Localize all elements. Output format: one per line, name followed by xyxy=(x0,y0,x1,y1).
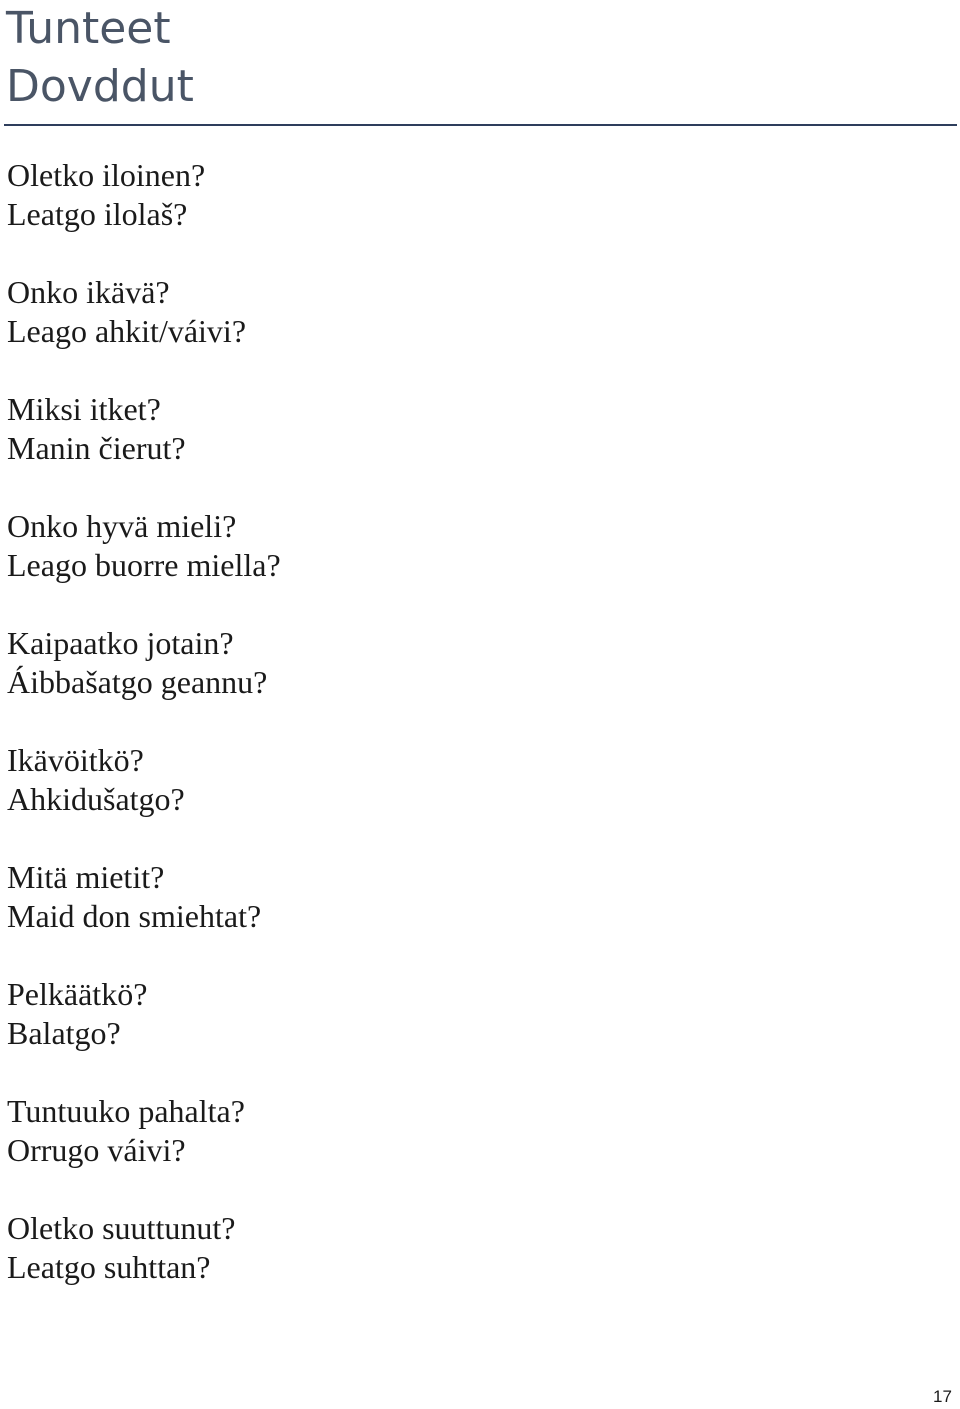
phrase-finnish: Mitä mietit? xyxy=(7,859,165,895)
phrase-sami: Leatgo ilolaš? xyxy=(7,196,188,232)
phrase-finnish: Onko hyvä mieli? xyxy=(7,508,237,544)
page-number: 17 xyxy=(933,1387,952,1406)
phrase-sami: Leatgo suhttan? xyxy=(7,1249,211,1285)
phrase-pair xyxy=(7,741,281,819)
phrase-sami: Balatgo? xyxy=(7,1015,121,1051)
phrase-pair xyxy=(7,156,281,234)
phrase-pair xyxy=(7,1209,281,1287)
phrase-finnish: Oletko suuttunut? xyxy=(7,1210,236,1246)
phrase-sami: Orrugo váivi? xyxy=(7,1132,186,1168)
phrase-pair xyxy=(7,390,281,468)
heading-finnish: Tunteet xyxy=(6,3,171,54)
phrase-finnish: Kaipaatko jotain? xyxy=(7,625,234,661)
phrase-pair xyxy=(7,858,281,936)
phrase-sami: Ahkidušatgo? xyxy=(7,781,185,817)
phrase-pair xyxy=(7,1092,281,1170)
phrase-pair xyxy=(7,507,281,585)
phrase-pair xyxy=(7,273,281,351)
phrase-finnish: Miksi itket? xyxy=(7,391,161,427)
phrase-list xyxy=(7,156,281,1326)
phrase-finnish: Pelkäätkö? xyxy=(7,976,148,1012)
phrase-sami: Áibbašatgo geannu? xyxy=(7,664,268,700)
phrase-finnish: Ikävöitkö? xyxy=(7,742,144,778)
heading-sami: Dovddut xyxy=(6,61,194,112)
heading-divider xyxy=(4,124,957,126)
phrase-sami: Maid don smiehtat? xyxy=(7,898,262,934)
page-heading xyxy=(6,0,194,116)
phrase-finnish: Onko ikävä? xyxy=(7,274,170,310)
phrase-sami: Leago ahkit/váivi? xyxy=(7,313,247,349)
phrase-finnish: Oletko iloinen? xyxy=(7,157,206,193)
phrase-finnish: Tuntuuko pahalta? xyxy=(7,1093,245,1129)
phrase-sami: Leago buorre miella? xyxy=(7,547,281,583)
phrase-pair xyxy=(7,975,281,1053)
phrase-sami: Manin čierut? xyxy=(7,430,186,466)
phrase-pair xyxy=(7,624,281,702)
